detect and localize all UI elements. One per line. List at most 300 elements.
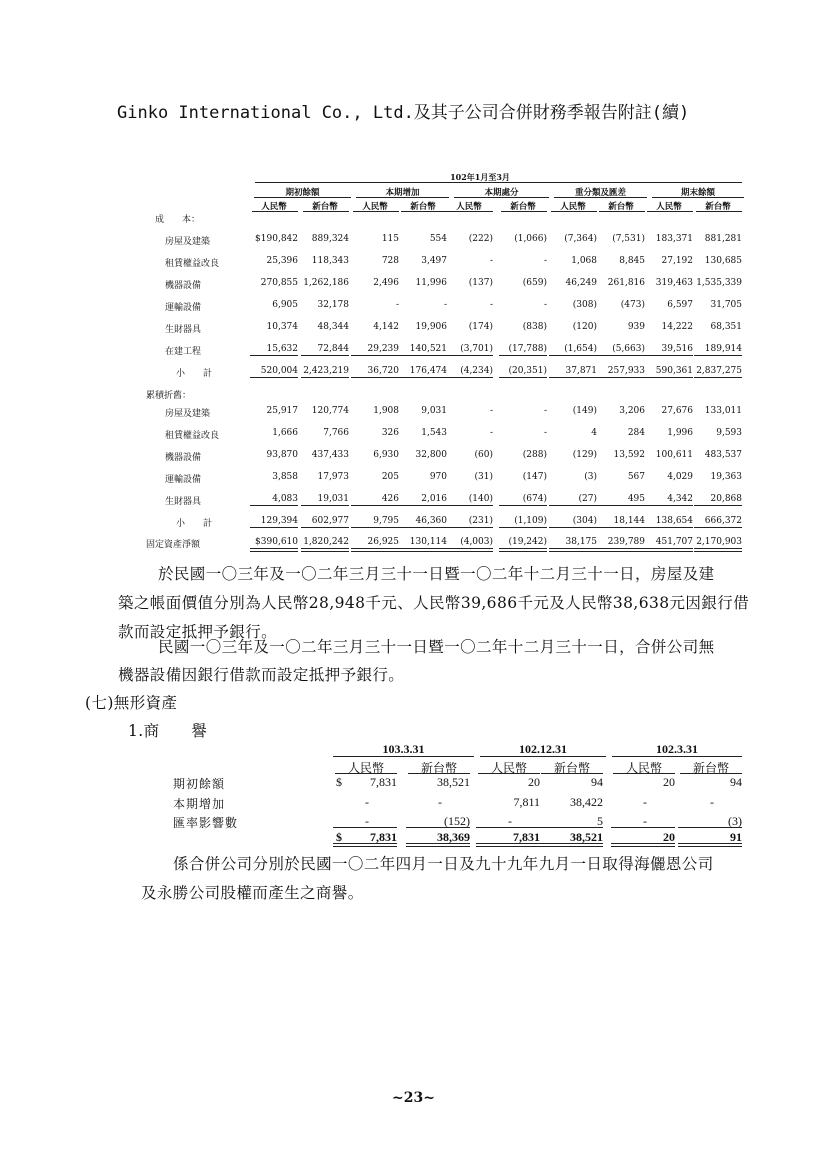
- subtotal-rule: [351, 527, 399, 528]
- table-cell: 257,933: [607, 366, 645, 376]
- subtotal-rule: [549, 355, 597, 356]
- table-cell: 284: [627, 428, 645, 438]
- table-cell: 48,344: [317, 322, 349, 332]
- table-cell: 6,930: [373, 450, 399, 460]
- table-cell: -: [443, 300, 447, 310]
- table-cell: (31): [474, 472, 493, 482]
- table-cell: 1,535,339: [696, 278, 742, 288]
- table-cell: 189,914: [704, 344, 742, 354]
- table-cell: 10,374: [266, 322, 298, 332]
- subtotal-rule: [399, 527, 447, 528]
- table-cell: 3,858: [272, 472, 298, 482]
- table-cell: 20: [663, 830, 675, 844]
- table-cell: -: [508, 814, 512, 828]
- table-cell: 4,142: [373, 322, 399, 332]
- currency-rule: [335, 773, 397, 774]
- currency-rule: [541, 773, 603, 774]
- total-double-rule: [476, 843, 540, 847]
- table-cell: 6,597: [667, 300, 693, 310]
- subtotal-rule: [694, 505, 742, 506]
- subtotal-rule: [499, 527, 547, 528]
- group-rule: [454, 197, 549, 198]
- table-cell: 19,906: [415, 322, 447, 332]
- dollar-sign: $: [255, 234, 261, 244]
- table-cell: 20: [663, 775, 675, 789]
- table-cell: (288): [522, 450, 547, 460]
- table-cell: 1,262,186: [303, 278, 349, 288]
- table-cell: 3,206: [619, 406, 645, 416]
- total-double-rule: [678, 843, 742, 847]
- table-cell: 118,343: [311, 256, 349, 266]
- subtotal-rule: [597, 377, 645, 378]
- table-cell: 13,592: [613, 450, 645, 460]
- table-cell: 1,820,242: [303, 537, 349, 547]
- row-label: 固定資產淨額: [146, 540, 201, 550]
- total-double-rule: [406, 843, 470, 847]
- row-label: 機器設備: [165, 453, 202, 463]
- table-cell: 1,996: [667, 428, 693, 438]
- subtotal-rule: [301, 505, 349, 506]
- currency-rule: [613, 773, 675, 774]
- table-cell: 39,516: [661, 344, 693, 354]
- group-rule: [356, 197, 449, 198]
- table-cell: 9,795: [373, 516, 399, 526]
- currency-rule: [478, 773, 540, 774]
- currency-header: 新台幣: [705, 202, 731, 212]
- table-cell: 38,422: [570, 795, 603, 809]
- table-cell: -: [438, 795, 442, 809]
- subtotal-rule: [250, 355, 298, 356]
- table-cell: 26,925: [367, 537, 399, 547]
- table-cell: 319,463: [655, 278, 693, 288]
- row-label: 運輸設備: [165, 303, 202, 313]
- table-cell: 437,433: [311, 450, 349, 460]
- row-label: 小 計: [176, 519, 213, 529]
- table-cell: -: [365, 814, 369, 828]
- subtotal-rule: [645, 505, 693, 506]
- subtotal-rule: [549, 527, 597, 528]
- currency-header: 人民幣: [490, 761, 527, 775]
- table-cell: 7,811: [513, 795, 540, 809]
- table-cell: 390,610: [260, 537, 298, 547]
- table-cell: 239,789: [607, 537, 645, 547]
- table-cell: 2,423,219: [303, 366, 349, 376]
- table-cell: 4,342: [667, 494, 693, 504]
- subtotal-rule: [694, 377, 742, 378]
- table-cell: 1,666: [272, 428, 298, 438]
- paragraph-1-line-2: 築之帳面價值分別為人民幣28,948千元、人民幣39,686千元及人民幣38,638元因銀行借: [118, 594, 750, 612]
- subtotal-rule: [645, 377, 693, 378]
- table-cell: 36,720: [367, 366, 399, 376]
- table-cell: 4: [591, 428, 597, 438]
- date-rule: [480, 756, 606, 757]
- table-cell: 7,766: [323, 428, 349, 438]
- total-double-rule: [333, 843, 397, 847]
- total-double-rule: [611, 843, 675, 847]
- dollar-sign: $: [336, 775, 342, 789]
- table-cell: 100,611: [655, 450, 693, 460]
- table-cell: 1,908: [373, 406, 399, 416]
- table-cell: (3): [584, 472, 597, 482]
- table-cell: 190,842: [260, 234, 298, 244]
- row-label: 租賃權益改良: [165, 259, 220, 269]
- table-cell: (60): [474, 450, 493, 460]
- table-cell: -: [489, 300, 493, 310]
- date-rule: [333, 756, 474, 757]
- table-cell: (147): [522, 472, 547, 482]
- table-cell: 129,394: [260, 516, 298, 526]
- currency-header: 新台幣: [692, 761, 729, 775]
- table-cell: 7,831: [370, 830, 397, 844]
- table-cell: 6,905: [272, 300, 298, 310]
- currency-rule: [501, 211, 547, 212]
- date-header: 103.3.31: [382, 742, 425, 756]
- subtotal-rule: [694, 527, 742, 528]
- table-cell: 261,816: [607, 278, 645, 288]
- subtotal-rule: [399, 377, 447, 378]
- section-cost: 成 本：: [155, 215, 201, 225]
- currency-rule: [647, 211, 693, 212]
- table-cell: -: [710, 795, 714, 809]
- table-cell: -: [543, 406, 547, 416]
- currency-rule: [401, 211, 447, 212]
- currency-rule: [252, 211, 298, 212]
- total-double-rule: [549, 548, 597, 552]
- table-cell: -: [643, 795, 647, 809]
- table-cell: 270,855: [260, 278, 298, 288]
- table-cell: (7,364): [564, 234, 597, 244]
- subtotal-rule: [399, 355, 447, 356]
- subtotal-rule: [301, 355, 349, 356]
- table-cell: -: [489, 256, 493, 266]
- currency-header: 人民幣: [456, 202, 482, 212]
- table-cell: (129): [572, 450, 597, 460]
- group-rule: [652, 197, 744, 198]
- table-cell: 2,837,275: [696, 366, 742, 376]
- currency-header: 人民幣: [625, 761, 662, 775]
- row-label: 運輸設備: [165, 475, 202, 485]
- table-cell: 27,192: [661, 256, 693, 266]
- table-cell: 326: [381, 428, 399, 438]
- page-header: Ginko International Co., Ltd.及其子公司合併財務季報告附註(續): [117, 103, 690, 123]
- subtotal-rule: [499, 355, 547, 356]
- table-cell: 46,360: [415, 516, 447, 526]
- table-cell: 483,537: [704, 450, 742, 460]
- row-label: 房屋及建築: [165, 237, 211, 247]
- currency-header: 人民幣: [261, 202, 287, 212]
- table-cell: (20,351): [508, 366, 547, 376]
- row-label: 機器設備: [165, 281, 202, 291]
- table-cell: 881,281: [704, 234, 742, 244]
- total-double-rule: [499, 548, 547, 552]
- table-cell: 3,497: [421, 256, 447, 266]
- dollar-sign: $: [336, 830, 342, 844]
- subtotal-rule: [597, 505, 645, 506]
- table-cell: 18,144: [613, 516, 645, 526]
- table-cell: -: [543, 300, 547, 310]
- table-cell: (4,003): [460, 537, 493, 547]
- currency-header: 新台幣: [410, 202, 436, 212]
- table-cell: 115: [381, 234, 399, 244]
- subtotal-rule: [406, 827, 470, 828]
- currency-header: 人民幣: [560, 202, 586, 212]
- date-header: 102.12.31: [519, 742, 567, 756]
- table-cell: 7,831: [513, 830, 540, 844]
- table-cell: (222): [468, 234, 493, 244]
- currency-header: 人民幣: [347, 761, 384, 775]
- currency-header: 人民幣: [362, 202, 388, 212]
- currency-rule: [353, 211, 399, 212]
- table-cell: 183,371: [655, 234, 693, 244]
- table-cell: 554: [429, 234, 447, 244]
- subtotal-rule: [333, 827, 397, 828]
- date-rule: [612, 756, 742, 757]
- period-title: 102年1月至3月: [450, 172, 510, 182]
- group-header: 期末餘額: [680, 188, 715, 198]
- subtotal-rule: [250, 527, 298, 528]
- group-header: 本期增加: [385, 188, 420, 198]
- table-cell: 426: [381, 494, 399, 504]
- total-double-rule: [645, 548, 693, 552]
- table-cell: 140,521: [409, 344, 447, 354]
- table-cell: 176,474: [409, 366, 447, 376]
- table-cell: 19,363: [710, 472, 742, 482]
- table-cell: 567: [627, 472, 645, 482]
- subtotal-rule: [645, 527, 693, 528]
- table-cell: 130,114: [409, 537, 447, 547]
- table-cell: 205: [381, 472, 399, 482]
- subtotal-rule: [597, 527, 645, 528]
- subtotal-rule: [445, 355, 493, 356]
- table-cell: 31,705: [710, 300, 742, 310]
- currency-header: 新台幣: [312, 202, 338, 212]
- table-cell: 38,175: [565, 537, 597, 547]
- currency-rule: [599, 211, 645, 212]
- table-cell: 1,068: [571, 256, 597, 266]
- row-label: 本期增加: [173, 797, 226, 811]
- table-cell: (304): [572, 516, 597, 526]
- table-cell: 25,396: [266, 256, 298, 266]
- total-double-rule: [250, 548, 298, 552]
- table-cell: 25,917: [266, 406, 298, 416]
- paragraph-3-line-1: 係合併公司分別於民國一〇二年四月一日及九十九年九月一日取得海儷恩公司: [173, 855, 714, 873]
- period-rule: [255, 182, 742, 183]
- table-cell: 29,239: [367, 344, 399, 354]
- subtotal-rule: [611, 827, 675, 828]
- subtotal-rule: [476, 827, 540, 828]
- subtotal-rule: [678, 827, 742, 828]
- subtotal-rule: [694, 355, 742, 356]
- page-number: ~23~: [392, 1090, 435, 1106]
- table-cell: 520,004: [260, 366, 298, 376]
- table-cell: (140): [468, 494, 493, 504]
- total-double-rule: [694, 548, 742, 552]
- table-cell: 9,031: [421, 406, 447, 416]
- subtotal-rule: [351, 505, 399, 506]
- row-label: 在建工程: [165, 347, 202, 357]
- table-cell: (473): [620, 300, 645, 310]
- table-cell: 138,654: [655, 516, 693, 526]
- table-cell: 133,011: [704, 406, 742, 416]
- group-header: 本期處分: [484, 188, 519, 198]
- currency-header: 新台幣: [420, 761, 457, 775]
- table-cell: (838): [522, 322, 547, 332]
- table-cell: (19,242): [508, 537, 547, 547]
- row-label: 生財器具: [165, 497, 202, 507]
- currency-header: 新台幣: [553, 761, 590, 775]
- currency-header: 新台幣: [608, 202, 634, 212]
- table-cell: (231): [468, 516, 493, 526]
- table-cell: 17,973: [317, 472, 349, 482]
- table-cell: 590,361: [655, 366, 693, 376]
- table-cell: 4,083: [272, 494, 298, 504]
- total-double-rule: [445, 548, 493, 552]
- currency-rule: [680, 773, 742, 774]
- table-cell: (7,531): [612, 234, 645, 244]
- table-cell: (1,654): [564, 344, 597, 354]
- table-cell: 91: [730, 830, 742, 844]
- subtotal-rule: [645, 355, 693, 356]
- table-cell: 2,170,903: [696, 537, 742, 547]
- subtotal-rule: [549, 377, 597, 378]
- section-heading: (七)無形資產: [85, 694, 178, 712]
- subtotal-rule: [539, 827, 603, 828]
- group-rule: [254, 197, 351, 198]
- table-cell: 9,593: [716, 428, 742, 438]
- group-header: 期初餘額: [285, 188, 320, 198]
- subtotal-rule: [351, 355, 399, 356]
- table-cell: 46,249: [565, 278, 597, 288]
- table-cell: 2,016: [421, 494, 447, 504]
- subtotal-rule: [499, 377, 547, 378]
- table-cell: -: [365, 795, 369, 809]
- table-cell: 495: [627, 494, 645, 504]
- paragraph-1-line-1: 於民國一〇三年及一〇二年三月三十一日暨一〇二年十二月三十一日，房屋及建: [158, 565, 715, 583]
- table-cell: 37,871: [565, 366, 597, 376]
- table-cell: 27,676: [661, 406, 693, 416]
- row-label: 生財器具: [165, 325, 202, 335]
- subtotal-rule: [351, 377, 399, 378]
- table-cell: 11,996: [415, 278, 447, 288]
- table-cell: 38,521: [570, 830, 603, 844]
- row-label: 匯率影響數: [173, 816, 239, 830]
- table-cell: -: [543, 256, 547, 266]
- subtotal-rule: [597, 355, 645, 356]
- subtotal-rule: [549, 505, 597, 506]
- total-double-rule: [539, 843, 603, 847]
- date-header: 102.3.31: [656, 742, 698, 756]
- table-cell: 602,977: [311, 516, 349, 526]
- table-cell: (5,663): [612, 344, 645, 354]
- table-cell: 15,632: [266, 344, 298, 354]
- table-cell: (137): [468, 278, 493, 288]
- subtotal-rule: [301, 377, 349, 378]
- total-double-rule: [597, 548, 645, 552]
- subtotal-rule: [399, 505, 447, 506]
- table-cell: 32,800: [415, 450, 447, 460]
- total-double-rule: [301, 548, 349, 552]
- table-cell: -: [643, 814, 647, 828]
- currency-rule: [551, 211, 597, 212]
- table-cell: 889,324: [311, 234, 349, 244]
- table-cell: (308): [572, 300, 597, 310]
- table-cell: 728: [381, 256, 399, 266]
- table-cell: 94: [591, 775, 603, 789]
- section-depreciation: 累積折舊：: [146, 391, 192, 401]
- table-cell: 1,543: [421, 428, 447, 438]
- table-cell: 20,868: [710, 494, 742, 504]
- subtotal-rule: [445, 377, 493, 378]
- table-cell: -: [489, 406, 493, 416]
- row-label: 期初餘額: [173, 777, 226, 791]
- table-cell: -: [543, 428, 547, 438]
- paragraph-2-line-1: 民國一〇三年及一〇二年三月三十一日暨一〇二年十二月三十一日，合併公司無: [158, 638, 715, 656]
- table-cell: (3,701): [460, 344, 493, 354]
- subtotal-rule: [250, 377, 298, 378]
- table-cell: (674): [522, 494, 547, 504]
- table-cell: (120): [572, 322, 597, 332]
- subsection-heading: 1.商 譽: [128, 722, 208, 740]
- table-cell: 68,351: [710, 322, 742, 332]
- currency-rule: [696, 211, 742, 212]
- total-double-rule: [399, 548, 447, 552]
- table-cell: 5: [597, 814, 603, 828]
- table-cell: -: [395, 300, 399, 310]
- subtotal-rule: [445, 527, 493, 528]
- table-cell: 8,845: [619, 256, 645, 266]
- table-cell: 14,222: [661, 322, 693, 332]
- group-rule: [554, 197, 647, 198]
- table-cell: 93,870: [266, 450, 298, 460]
- row-label: 租賃權益改良: [165, 431, 220, 441]
- table-cell: (17,788): [508, 344, 547, 354]
- table-cell: 38,521: [437, 775, 470, 789]
- table-cell: 666,372: [704, 516, 742, 526]
- total-double-rule: [351, 548, 399, 552]
- row-label: 房屋及建築: [165, 409, 211, 419]
- table-cell: 94: [730, 775, 742, 789]
- table-cell: 19,031: [317, 494, 349, 504]
- table-cell: 970: [429, 472, 447, 482]
- table-cell: 4,029: [667, 472, 693, 482]
- table-cell: 38,369: [437, 830, 470, 844]
- table-cell: (659): [522, 278, 547, 288]
- table-cell: 451,707: [655, 537, 693, 547]
- currency-header: 人民幣: [656, 202, 682, 212]
- table-cell: (3): [728, 814, 742, 828]
- table-cell: 2,496: [373, 278, 399, 288]
- table-cell: 120,774: [311, 406, 349, 416]
- currency-rule: [303, 211, 349, 212]
- table-cell: 130,685: [704, 256, 742, 266]
- table-cell: -: [489, 428, 493, 438]
- table-cell: (1,109): [514, 516, 547, 526]
- subtotal-rule: [301, 527, 349, 528]
- subtotal-rule: [250, 505, 298, 506]
- table-cell: (152): [444, 814, 470, 828]
- table-cell: (4,234): [460, 366, 493, 376]
- currency-rule: [447, 211, 493, 212]
- table-cell: 20: [528, 775, 540, 789]
- table-cell: (174): [468, 322, 493, 332]
- subtotal-rule: [445, 505, 493, 506]
- paragraph-1-line-3: 款而設定抵押予銀行。: [118, 623, 278, 641]
- paragraph-3-line-2: 及永勝公司股權而產生之商譽。: [141, 884, 364, 902]
- table-cell: 939: [627, 322, 645, 332]
- table-cell: (149): [572, 406, 597, 416]
- table-cell: (1,066): [514, 234, 547, 244]
- currency-header: 新台幣: [510, 202, 536, 212]
